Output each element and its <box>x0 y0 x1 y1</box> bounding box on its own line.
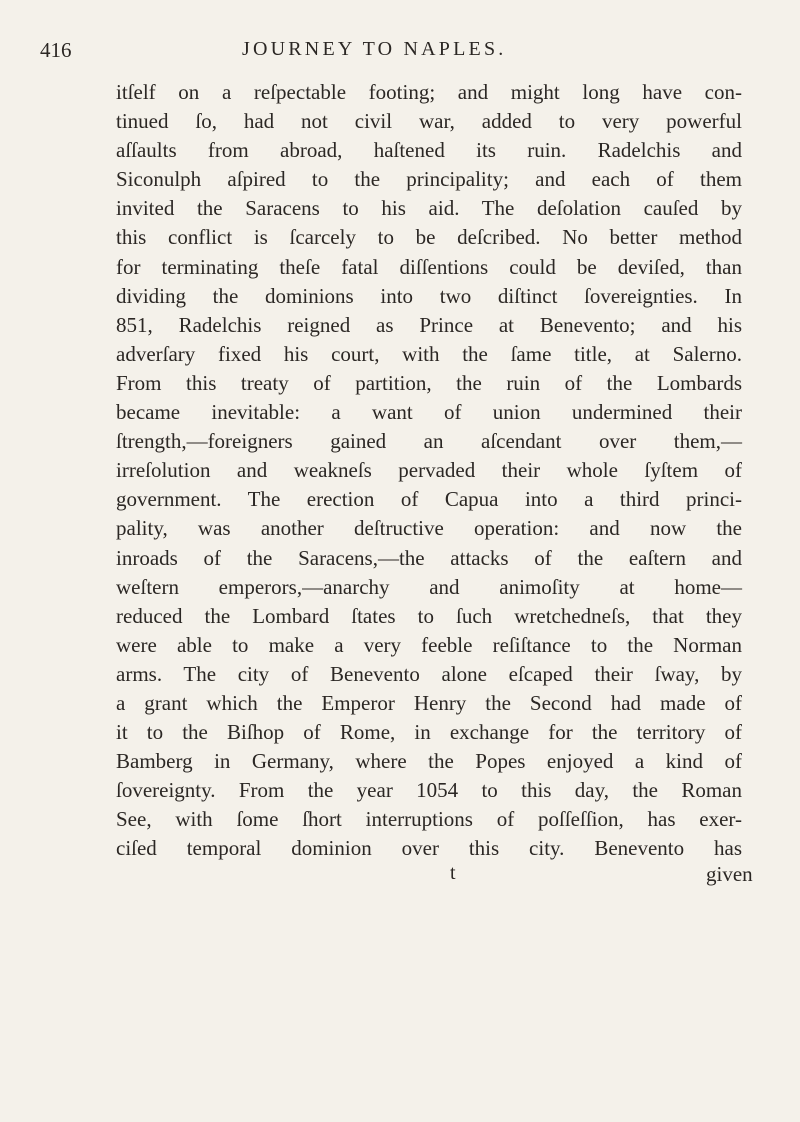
text-line: Bamberg in Germany, where the Popes enjoyed a kind of <box>116 749 742 774</box>
text-line: dividing the dominions into two diſtinct ſovereignties. In <box>116 283 742 308</box>
page-number: 416 <box>40 38 72 62</box>
text-line: pality, was another deſtructive operation: and now the <box>116 516 742 541</box>
text-line: inroads of the Saracens,—the attacks of the eaſtern and <box>116 545 742 570</box>
text-line: Siconulph aſpired to the principality; and each of them <box>116 167 742 192</box>
text-line: for terminating theſe fatal diſſentions could be deviſed, than <box>116 254 742 279</box>
text-line: this conflict is ſcarcely to be deſcribed. No better method <box>116 225 742 250</box>
catchword: given <box>706 862 753 886</box>
text-line: reduced the Lombard ſtates to ſuch wretchedneſs, that they <box>116 603 742 628</box>
text-line: irreſolution and weakneſs pervaded their whole ſyſtem of <box>116 458 742 483</box>
text-line: arms. The city of Benevento alone eſcaped their ſway, by <box>116 661 742 686</box>
text-line: a grant which the Emperor Henry the Second had made of <box>116 690 742 715</box>
text-line: From this treaty of partition, the ruin of the Lombards <box>116 370 742 395</box>
text-line: became inevitable: a want of union undermined their <box>116 400 742 425</box>
running-head: JOURNEY TO NAPLES. <box>242 38 507 60</box>
text-line: adverſary fixed his court, with the ſame title, at Salerno. <box>116 341 742 366</box>
body-text <box>116 78 742 864</box>
text-line: ciſed temporal dominion over this city. Benevento has <box>116 836 742 861</box>
signature-mark: t <box>450 862 456 884</box>
text-line: government. The erection of Capua into a third princi- <box>116 487 742 512</box>
text-line: ſtrength,—foreigners gained an aſcendant over them,— <box>116 429 742 454</box>
text-line: it to the Biſhop of Rome, in exchange for the territory of <box>116 720 742 745</box>
text-line: were able to make a very feeble reſiſtance to the Norman <box>116 632 742 657</box>
text-line: weſtern emperors,—anarchy and animoſity at home— <box>116 574 742 599</box>
text-line: 851, Radelchis reigned as Prince at Benevento; and his <box>116 312 742 337</box>
text-line: tinued ſo, had not civil war, added to very powerful <box>116 109 742 134</box>
text-line: ſovereignty. From the year 1054 to this day, the Roman <box>116 778 742 803</box>
text-line: invited the Saracens to his aid. The deſolation cauſed by <box>116 196 742 221</box>
text-line: itſelf on a reſpectable footing; and might long have con- <box>116 80 742 104</box>
text-line: See, with ſome ſhort interruptions of poſſeſſion, has exer- <box>116 807 742 832</box>
text-line: aſſaults from abroad, haſtened its ruin. Radelchis and <box>116 138 742 163</box>
